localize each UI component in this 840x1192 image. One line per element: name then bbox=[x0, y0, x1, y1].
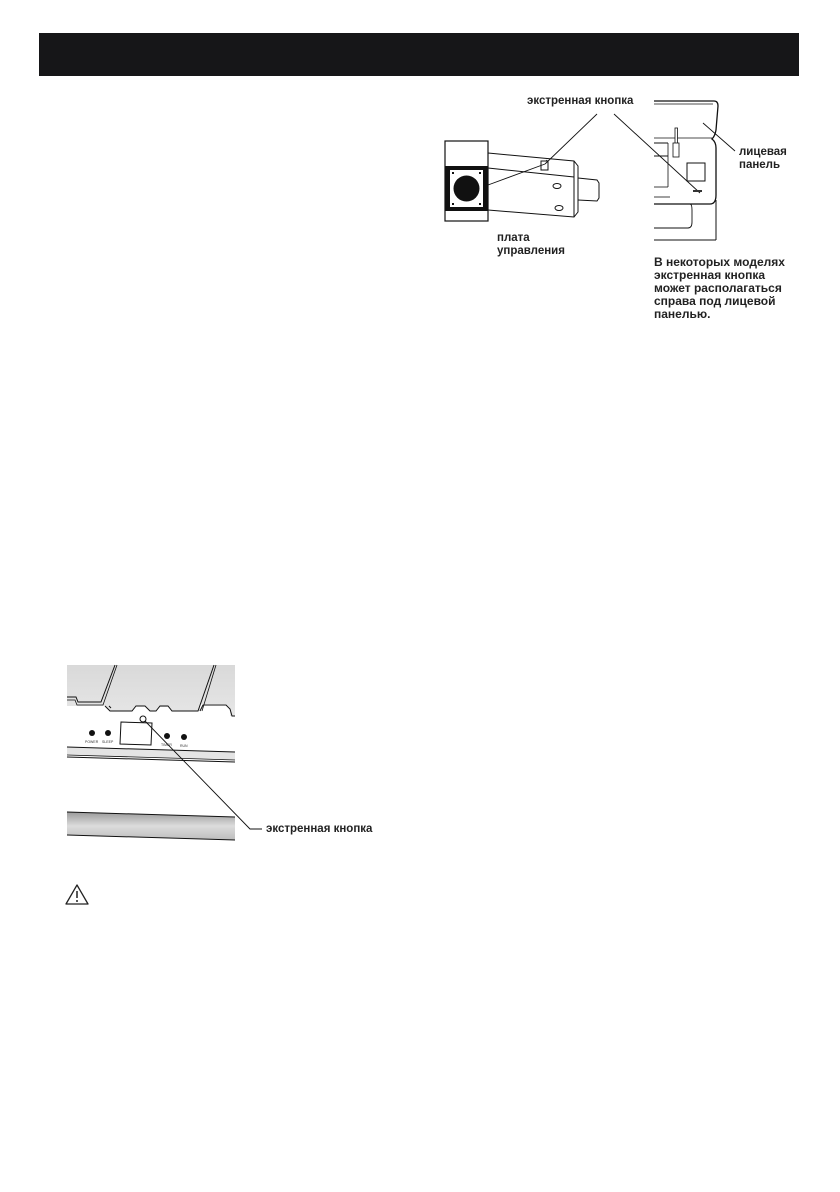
emergency-button-label: экстренная кнопка bbox=[527, 95, 634, 107]
indicator-run: RUN bbox=[180, 744, 188, 748]
note-line: может располагаться bbox=[654, 281, 782, 295]
note-line: панелью. bbox=[654, 307, 711, 321]
note-line: экстренная кнопка bbox=[654, 268, 766, 282]
indicator-sleep: SLEEP bbox=[102, 740, 114, 744]
emergency-button-label-bottom: экстренная кнопка bbox=[266, 823, 373, 835]
indicator-power: POWER bbox=[85, 740, 99, 744]
front-panel-label-1: лицевая bbox=[739, 146, 787, 158]
control-board-label-1: плата bbox=[497, 232, 530, 244]
warning-triangle-icon bbox=[65, 884, 89, 906]
control-board-label-2: управления bbox=[497, 245, 565, 257]
note-line: справа под лицевой bbox=[654, 294, 776, 308]
note-line: В некоторых моделях bbox=[654, 255, 785, 269]
front-panel-label-2: панель bbox=[739, 159, 781, 171]
indicator-timer: TIMER bbox=[161, 743, 172, 747]
